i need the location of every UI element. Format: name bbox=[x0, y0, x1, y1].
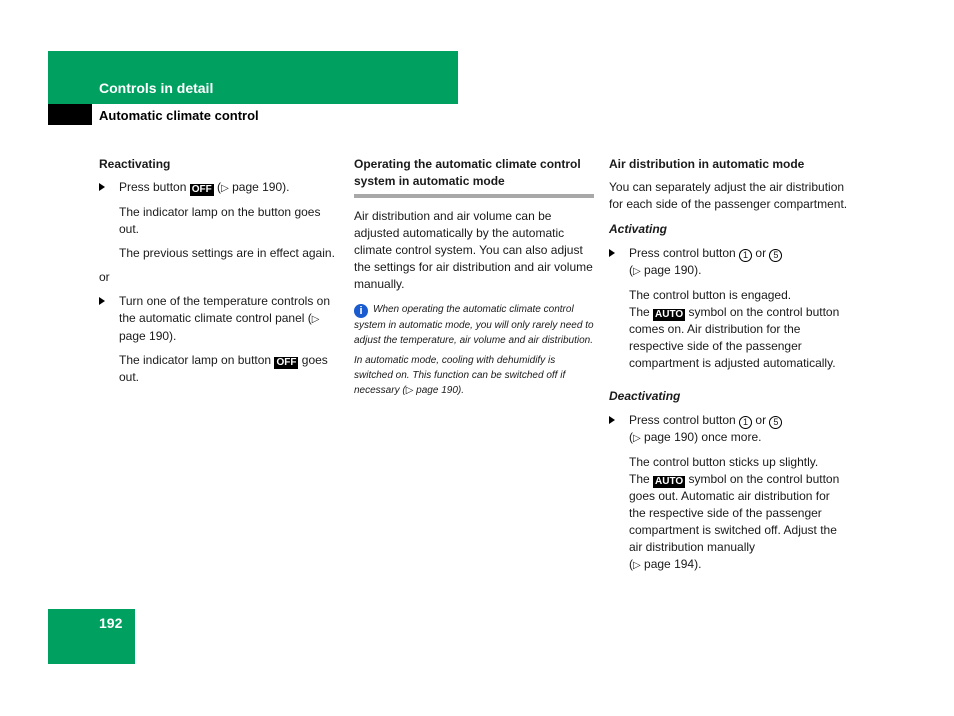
bullet-arrow-icon bbox=[99, 183, 105, 191]
step-deactivate bbox=[609, 412, 849, 447]
off-button-icon: OFF bbox=[191, 184, 212, 195]
page-ref: ( bbox=[629, 557, 633, 571]
result-auto-off bbox=[609, 471, 849, 574]
page-number: 192 bbox=[99, 615, 123, 631]
button-5-icon: 5 bbox=[769, 249, 782, 262]
result-auto-on bbox=[609, 304, 849, 372]
page-ref: page 190). bbox=[228, 180, 290, 194]
step-press-off bbox=[99, 179, 339, 197]
subsection-title: Automatic climate control bbox=[99, 108, 259, 123]
result-lamp-out: The indicator lamp on the button goes out. bbox=[119, 205, 321, 236]
step-text: Press control button bbox=[629, 246, 740, 260]
page-ref: page 190). bbox=[640, 263, 702, 277]
note-text: When operating the automatic climate control system in automatic mode, you will only rarely need to adjust the temperature, air volume and air distribution. bbox=[354, 304, 594, 346]
result-engaged: The control button is engaged. bbox=[629, 288, 792, 302]
page-ref: page 194). bbox=[640, 557, 702, 571]
button-1-icon: 1 bbox=[739, 416, 752, 429]
result-text: The bbox=[629, 472, 654, 486]
note-automatic-mode bbox=[354, 302, 594, 348]
step-text: Press button bbox=[119, 180, 190, 194]
heading-reactivating: Reactivating bbox=[99, 157, 171, 171]
air-distribution-intro: You can separately adjust the air distribution for each side of the passenger compartment. bbox=[609, 180, 848, 211]
result-text: symbol on the control button goes out. Automatic air distribution for the respective side of the passenger compartment is switched off. Adjust the air distribution manually bbox=[629, 472, 840, 554]
heading-rule bbox=[354, 194, 594, 198]
result-text: The bbox=[629, 305, 654, 319]
step-activate bbox=[609, 245, 849, 280]
column-operating bbox=[354, 156, 594, 398]
button-5-icon: 5 bbox=[769, 416, 782, 429]
note-text: In automatic mode, cooling with dehumidify is switched on. This function can be switched off if necessary ( bbox=[354, 355, 566, 396]
or-text: or bbox=[99, 270, 110, 284]
page-ref-icon: ▷ bbox=[633, 266, 641, 277]
step-text: or bbox=[752, 246, 770, 260]
result-text: symbol on the control button comes on. Air distribution for the respective side of the passenger compartment is adjusted automatically. bbox=[629, 305, 840, 370]
result-settings: The previous settings are in effect again. bbox=[119, 246, 335, 260]
column-air-distribution bbox=[609, 156, 849, 574]
page-ref: ( bbox=[629, 430, 633, 444]
result-sticks-up: The control button sticks up slightly. bbox=[629, 455, 819, 469]
operating-body: Air distribution and air volume can be adjusted automatically by the automatic climate control system. You can also adjust the settings for air distribution and air volume manually. bbox=[354, 209, 593, 291]
page-ref: page 190). bbox=[119, 329, 177, 343]
step-text: or bbox=[752, 413, 770, 427]
step-text: Press control button bbox=[629, 413, 740, 427]
page-ref-icon: ▷ bbox=[311, 314, 320, 325]
bullet-arrow-icon bbox=[609, 416, 615, 424]
result-text: goes out. bbox=[119, 353, 328, 384]
info-icon: i bbox=[354, 304, 368, 318]
result-off-lamp bbox=[99, 352, 339, 386]
subheading-activating: Activating bbox=[609, 222, 668, 236]
result-text: The indicator lamp on button bbox=[119, 353, 275, 367]
button-1-icon: 1 bbox=[739, 249, 752, 262]
page-ref-icon: ▷ bbox=[221, 183, 229, 194]
note-dehumidify bbox=[354, 353, 594, 398]
heading-air-distribution: Air distribution in automatic mode bbox=[609, 157, 805, 171]
step-text: Turn one of the temperature controls on the automatic climate control panel ( bbox=[119, 294, 331, 325]
page-ref-icon: ▷ bbox=[633, 560, 641, 571]
column-reactivating bbox=[99, 156, 339, 386]
auto-symbol-icon: AUTO bbox=[655, 476, 684, 487]
page-ref-icon: ▷ bbox=[405, 385, 414, 396]
subheading-deactivating: Deactivating bbox=[609, 389, 681, 403]
section-title: Controls in detail bbox=[99, 80, 214, 96]
page-ref: page 190). bbox=[413, 385, 464, 396]
step-turn-control bbox=[99, 293, 339, 345]
off-button-icon: OFF bbox=[276, 357, 297, 368]
heading-operating: Operating the automatic climate control system in automatic mode bbox=[354, 157, 581, 188]
auto-symbol-icon: AUTO bbox=[655, 309, 684, 320]
header-banner bbox=[48, 51, 458, 104]
header-marker bbox=[48, 104, 92, 125]
step-text: ( bbox=[213, 180, 222, 194]
bullet-arrow-icon bbox=[609, 249, 615, 257]
page-ref-icon: ▷ bbox=[633, 433, 641, 444]
page-ref: ( bbox=[629, 263, 633, 277]
page-ref: page 190) once more. bbox=[640, 430, 762, 444]
bullet-arrow-icon bbox=[99, 297, 105, 305]
